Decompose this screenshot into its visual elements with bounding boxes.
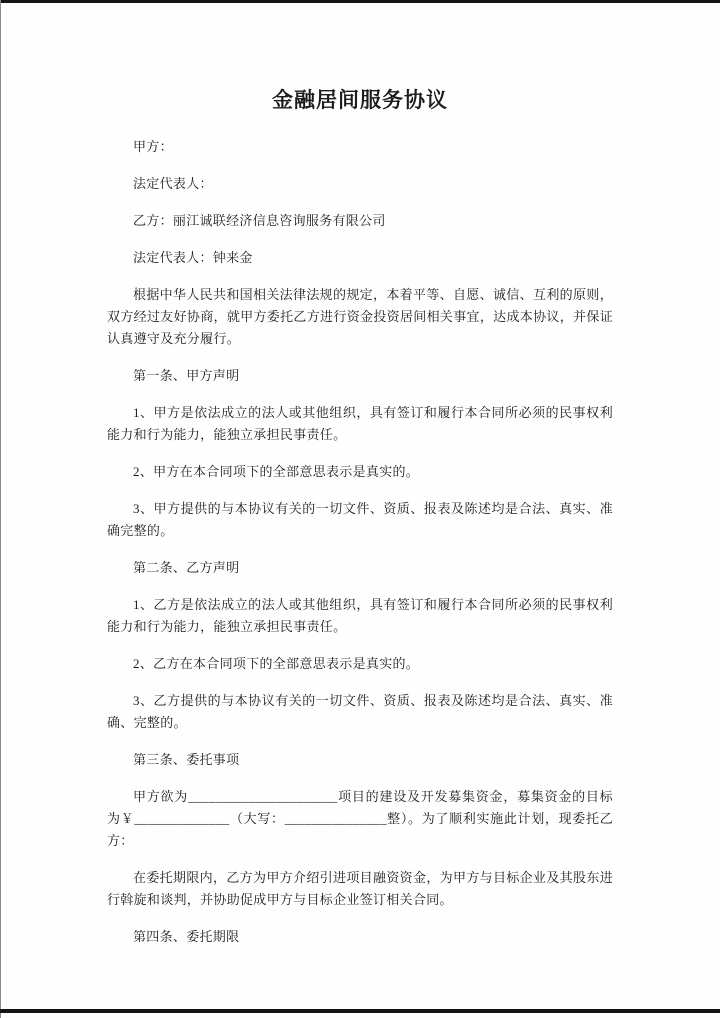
paragraph-body: 甲方欲为______________________项目的建设及开发募集资金，募集资金的目标为￥______________（大写：_______________整）。为了顺利实施此计划，现委托乙方： [107, 789, 613, 848]
paragraph-heading: 第三条、委托事项 [133, 752, 240, 767]
page-bottom-border [0, 1009, 720, 1013]
paragraph-field: 法定代表人：钟来金 [133, 250, 253, 265]
paragraph-heading: 第二条、乙方声明 [133, 560, 240, 575]
paragraph-heading: 第一条、甲方声明 [133, 368, 240, 383]
paragraph-body: 1、乙方是依法成立的法人或其他组织，具有签订和履行本合同所必须的民事权利能力和行为能力，能独立承担民事责任。 [107, 597, 613, 634]
paragraph-body: 2、乙方在本合同项下的全部意思表示是真实的。 [133, 656, 420, 671]
paragraph-body: 在委托期限内，乙方为甲方介绍引进项目融资资金，为甲方与目标企业及其股东进行斡旋和谈判，并协助促成甲方与目标企业签订相关合同。 [107, 870, 613, 907]
paragraph-heading: 第四条、委托期限 [133, 929, 240, 944]
paragraph-body: 3、乙方提供的与本协议有关的一切文件、资质、报表及陈述均是合法、真实、准确、完整的。 [107, 693, 613, 730]
paragraph-body: 根据中华人民共和国相关法律法规的规定，本着平等、自愿、诚信、互利的原则，双方经过友好协商，就甲方委托乙方进行资金投资居间相关事宜，达成本协议，并保证认真遵守及充分履行。 [107, 287, 613, 346]
paragraph-body: 1、甲方是依法成立的法人或其他组织，具有签订和履行本合同所必须的民事权利能力和行为能力，能独立承担民事责任。 [107, 405, 613, 442]
paragraph-body: 3、甲方提供的与本协议有关的一切文件、资质、报表及陈述均是合法、真实、准确完整的。 [107, 501, 613, 538]
paragraph-field: 甲方： [133, 139, 173, 154]
document-title: 金融居间服务协议 [272, 88, 448, 112]
paragraph-list [107, 136, 613, 948]
paragraph-field: 乙方：丽江诚联经济信息咨询服务有限公司 [133, 213, 386, 228]
paragraph-body: 2、甲方在本合同项下的全部意思表示是真实的。 [133, 464, 420, 479]
paragraph-field: 法定代表人： [133, 176, 213, 191]
